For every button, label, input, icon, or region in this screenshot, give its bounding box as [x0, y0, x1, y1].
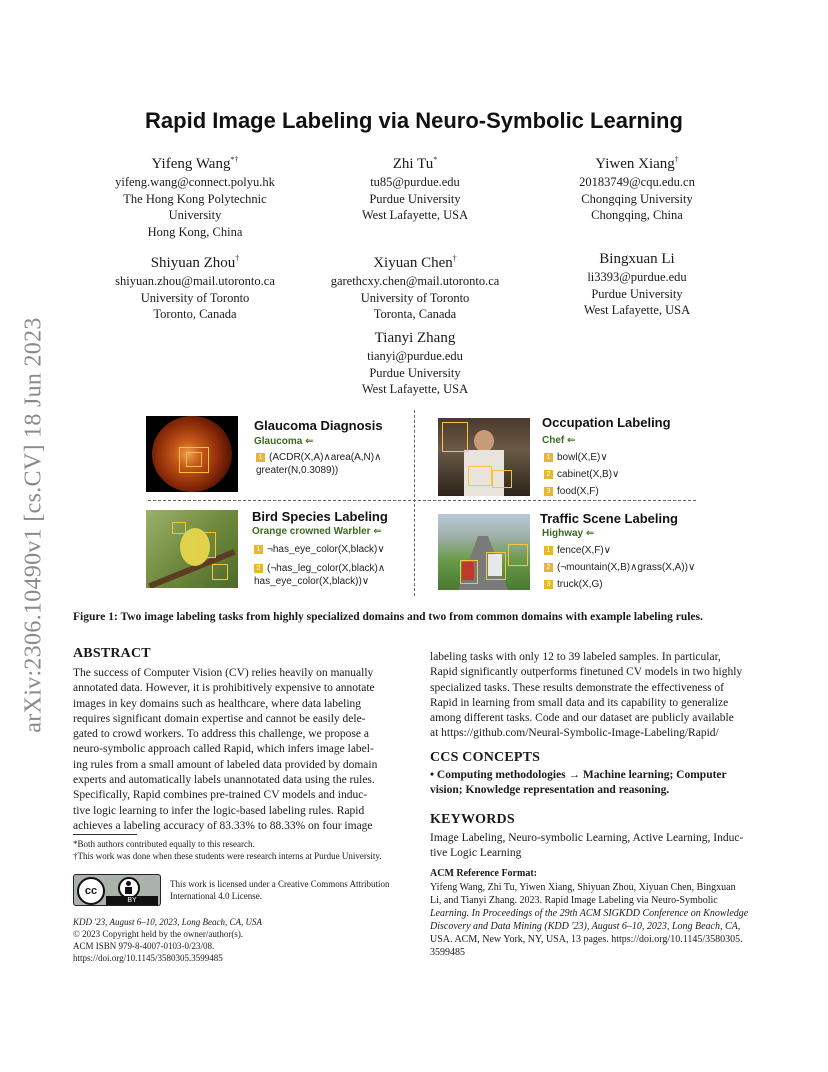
chef-image [438, 418, 530, 496]
abstract-heading: ABSTRACT [73, 646, 151, 661]
isbn: ACM ISBN 979-8-4007-0103-0/23/08. [73, 941, 215, 951]
rule-number-badge: 1 [544, 546, 553, 555]
author-block [95, 150, 295, 240]
author-affiliation: The Hong Kong Polytechnic [123, 191, 267, 206]
author-name: Yiwen Xiang† [595, 155, 679, 172]
author-name: Tianyi Zhang [374, 330, 456, 346]
rule-number-badge: 1 [256, 453, 265, 462]
author-email: li3393@purdue.edu [587, 270, 687, 284]
rule-number-badge: 3 [544, 487, 553, 496]
bird-image [146, 510, 238, 588]
conference-venue: KDD '23, August 6–10, 2023, Long Beach, CA, USA [73, 917, 263, 927]
panel-title: Traffic Scene Labeling [540, 511, 678, 526]
figure-divider-horizontal [148, 500, 696, 501]
author-block [537, 150, 737, 224]
author-location: Chongqing, China [591, 208, 683, 222]
labeling-rule: 2 (¬has_leg_color(X,black)∧ has_eye_color(X,black))∨ [254, 563, 386, 587]
panel-label-head: Glaucoma ⇐ [254, 436, 314, 447]
panel-title: Bird Species Labeling [252, 509, 388, 524]
footnotes [73, 838, 403, 862]
author-location: West Lafayette, USA [361, 382, 469, 396]
ccs-heading: CCS CONCEPTS [430, 750, 541, 765]
labeling-rule: 1 ¬has_eye_color(X,black)∨ [254, 543, 385, 556]
figure-1 [140, 410, 700, 598]
copyright: © 2023 Copyright held by the owner/author(s). [73, 929, 244, 939]
author-location: West Lafayette, USA [361, 208, 469, 222]
author-block [315, 150, 515, 224]
doi-link[interactable]: https://doi.org/10.1145/3580305.3599485 [73, 953, 223, 963]
labeling-rule: 3 truck(X,G) [544, 578, 603, 591]
author-location: Toronta, Canada [373, 307, 457, 321]
author-location: West Lafayette, USA [583, 303, 691, 317]
traffic-image [438, 514, 530, 590]
acm-reference-heading: ACM Reference Format: [430, 868, 537, 879]
author-affiliation: Chongqing University [581, 191, 693, 206]
cc-icon: cc [77, 877, 105, 905]
author-email: shiyuan.zhou@mail.utoronto.ca [115, 274, 275, 288]
abstract-text: The success of Computer Vision (CV) relies heavily on manually annotated data. However, it is prohibitively expensive to annotate images in key domains such as healthcare, where data labeling requires significant domain expertise and cannot be easily dele- gated to crowd workers. To address this challenge, we propose a neuro-symbolic approach called Rapid, which infers image label- ing rules from a small amount of labeled data provided by domain experts and automatically labels unannotated data using the rules. Specifically, Rapid combines pre-trained CV models and induc- tive logic learning to infer the logic-based labeling rules. Rapid achieves a labeling accuracy of 83.33% to 88.33% on four image [73, 667, 378, 832]
ccs-concepts: • Computing methodologies → Machine learning; Computer vision; Knowledge representation and reasoning. [430, 769, 727, 797]
author-affiliation: University of Toronto [140, 290, 250, 305]
author-block [537, 249, 737, 319]
keywords-list: Image Labeling, Neuro-symbolic Learning, Active Learning, Induc- tive Logic Learning [430, 832, 744, 860]
fundus-image [146, 416, 238, 492]
author-affiliation: Purdue University [369, 365, 461, 380]
author-email: garethcxy.chen@mail.utoronto.ca [330, 274, 500, 288]
author-affiliation: University of Toronto [360, 290, 470, 305]
author-name: Shiyuan Zhou† [150, 254, 240, 271]
footnote-equal-contribution: *Both authors contributed equally to this research. [73, 839, 255, 849]
labeling-rule: 2 cabinet(X,B)∨ [544, 468, 619, 481]
arxiv-identifier: arXiv:2306.10490v1 [cs.CV] 18 Jun 2023 [20, 317, 47, 733]
rule-number-badge: 1 [254, 545, 263, 554]
arxiv-sidebar [14, 290, 54, 760]
by-label: BY [106, 896, 158, 905]
author-block [305, 249, 525, 323]
paper-title: Rapid Image Labeling via Neuro-Symbolic Learning [145, 108, 683, 133]
rule-number-badge: 3 [544, 580, 553, 589]
code-link[interactable]: at https://github.com/Neural-Symbolic-Image-Labeling/Rapid/ [430, 727, 719, 740]
author-affiliation: Purdue University [369, 191, 461, 206]
rule-number-badge: 2 [254, 564, 263, 573]
footnote-interns: †This work was done when these students were research interns at Purdue University. [73, 851, 382, 861]
conference-info [73, 916, 403, 964]
cc-by-license-badge [73, 874, 161, 906]
author-block [92, 249, 298, 323]
labeling-rule: 1 bowl(X,E)∨ [544, 451, 608, 464]
rule-number-badge: 1 [544, 453, 553, 462]
author-email: yifeng.wang@connect.polyu.hk [115, 175, 275, 189]
panel-title: Glaucoma Diagnosis [254, 418, 383, 433]
author-block [315, 328, 515, 398]
labeling-rule: 3 food(X,F) [544, 485, 599, 498]
author-name: Bingxuan Li [599, 251, 675, 267]
author-email: 20183749@cqu.edu.cn [579, 175, 695, 189]
author-name: Yifeng Wang*† [151, 155, 239, 172]
panel-label-head: Orange crowned Warbler ⇐ [252, 526, 382, 537]
abstract-continued: labeling tasks with only 12 to 39 labeled samples. In particular, Rapid significantly outperforms finetuned CV models in two highly specialized tasks. These results demonstrate the effectiveness of Rapid in learning from small data and its capability to generalize among different tasks. Code and our dataset are publicly available at https://github.com/Neural-Symbolic-Image-Labeling/Rapid/ [430, 650, 756, 742]
author-location: Hong Kong, China [147, 224, 243, 239]
figure-caption: Figure 1: Two image labeling tasks from highly specialized domains and two from common domains with example labeling rules. [73, 611, 703, 623]
author-email: tu85@purdue.edu [370, 175, 460, 189]
rule-number-badge: 2 [544, 563, 553, 572]
author-affiliation: Purdue University [591, 286, 683, 301]
figure-divider-vertical [414, 410, 415, 596]
author-email: tianyi@purdue.edu [367, 349, 463, 363]
license-text: This work is licensed under a Creative Commons Attribution International 4.0 License. [170, 879, 390, 901]
author-affiliation: University [168, 208, 222, 222]
keywords-heading: KEYWORDS [430, 812, 515, 827]
labeling-rule: 1 fence(X,F)∨ [544, 544, 611, 557]
labeling-rule: 2 (¬mountain(X,B)∧grass(X,A))∨ [544, 561, 695, 574]
author-location: Toronto, Canada [153, 307, 237, 321]
rule-number-badge: 2 [544, 470, 553, 479]
panel-title: Occupation Labeling [542, 415, 671, 430]
acm-reference-text: Yifeng Wang, Zhi Tu, Yiwen Xiang, Shiyuan Zhou, Xiyuan Chen, Bingxuan Li, and Tianyi Zhang. 2023. Rapid Image Labeling via Neuro-Symbolic Learning. In Proceedings of the 29th ACM SIGKDD Conference on Knowledge Discovery and Data Mining (KDD '23), August 6–10, 2023, Long Beach, CA, USA. ACM, New York, NY, USA, 13 pages. https://doi.org/10.1145/3580305. 3599485 [430, 882, 749, 958]
labeling-rule: 1 (ACDR(X,A)∧area(A,N)∧ greater(N,0.3089)) [256, 452, 382, 476]
panel-label-head: Chef ⇐ [542, 435, 576, 446]
author-name: Zhi Tu* [392, 155, 438, 172]
author-name: Xiyuan Chen† [373, 254, 457, 271]
panel-label-head: Highway ⇐ [542, 528, 595, 539]
footnote-rule [73, 834, 137, 835]
